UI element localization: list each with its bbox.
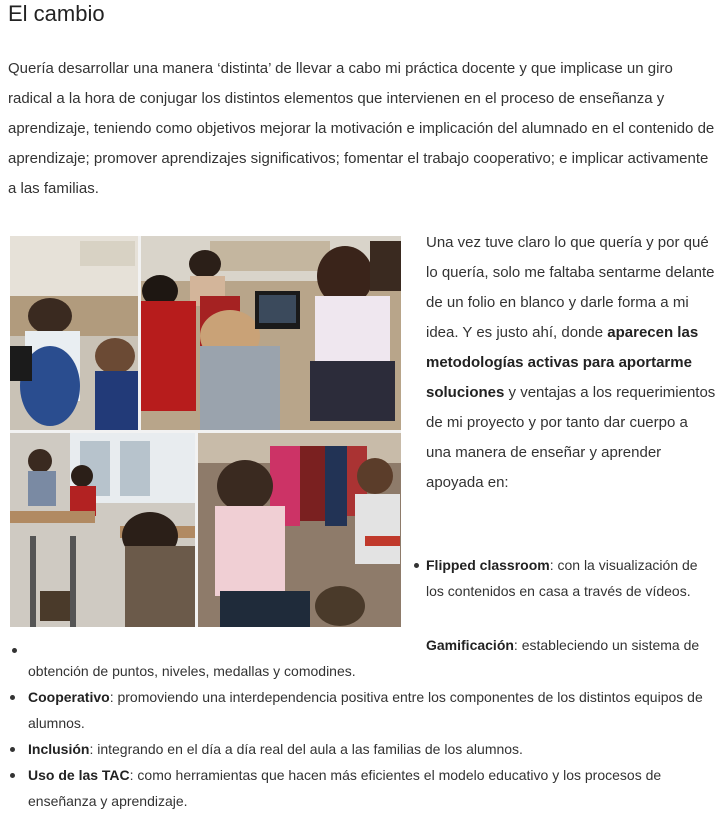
method-desc: : como herramientas que hacen más eficientes el modelo educativo y los procesos de enseñanza y aprendizaje. bbox=[28, 767, 662, 809]
side-text-before: Una vez tuve claro lo que quería y por qué lo quería, solo me faltaba sentarme delante de un folio en blanco y darle forma a mi idea. Y es justo ahí, donde bbox=[426, 234, 715, 341]
side-text-after: y ventajas a los requerimientos de mi proyecto y por tanto dar cuerpo a una manera de enseñar y aprender apoyada en: bbox=[426, 384, 716, 491]
classroom-photo-collage bbox=[10, 236, 401, 627]
list-item-flipped-classroom bbox=[426, 552, 716, 604]
method-desc: : integrando en el día a día real del aula a las familias de los alumnos. bbox=[89, 741, 523, 757]
list-bullet-gamificacion bbox=[12, 648, 18, 654]
method-term: Gamificación bbox=[426, 637, 514, 653]
students-laptop-photo bbox=[141, 236, 401, 430]
method-term: Flipped classroom bbox=[426, 557, 550, 573]
students-coats-photo bbox=[198, 433, 401, 627]
side-paragraph bbox=[426, 228, 716, 498]
list-item-gamificacion bbox=[28, 632, 718, 684]
method-term: Uso de las TAC bbox=[28, 767, 130, 783]
method-term: Inclusión bbox=[28, 741, 90, 757]
method-desc: : promoviendo una interdependencia positiva entre los componentes de los distintos equipos de alumnos. bbox=[28, 689, 703, 731]
list-item-uso-tac bbox=[28, 762, 718, 814]
method-desc: : con la visualización de los contenidos en casa a través de vídeos. bbox=[426, 557, 698, 599]
side-text-bold: aparecen las metodologías activas para aportarme soluciones bbox=[426, 324, 699, 401]
intro-paragraph: Quería desarrollar una manera ‘distinta’ de llevar a cabo mi práctica docente y que implicase un giro radical a la hora de conjugar los distintos elementos que intervienen en el proceso de enseñanza y aprendizaje, teniendo como objetivos mejorar la motivación e implicación del alumnado en el contenido de aprendizaje; promover aprendizajes significativos; fomentar el trabajo cooperativo; e implicar activamente a las familias. bbox=[8, 60, 715, 197]
collage-svg bbox=[10, 236, 401, 627]
students-desks-photo bbox=[10, 433, 195, 627]
section-title: El cambio bbox=[8, 1, 105, 26]
list-item-inclusion bbox=[28, 736, 718, 762]
students-tablet-photo bbox=[10, 236, 138, 430]
method-term: Cooperativo bbox=[28, 689, 110, 705]
method-desc: : estableciendo un sistema de obtención de puntos, niveles, medallas y comodines. bbox=[28, 637, 700, 679]
list-item-cooperativo bbox=[28, 684, 718, 736]
